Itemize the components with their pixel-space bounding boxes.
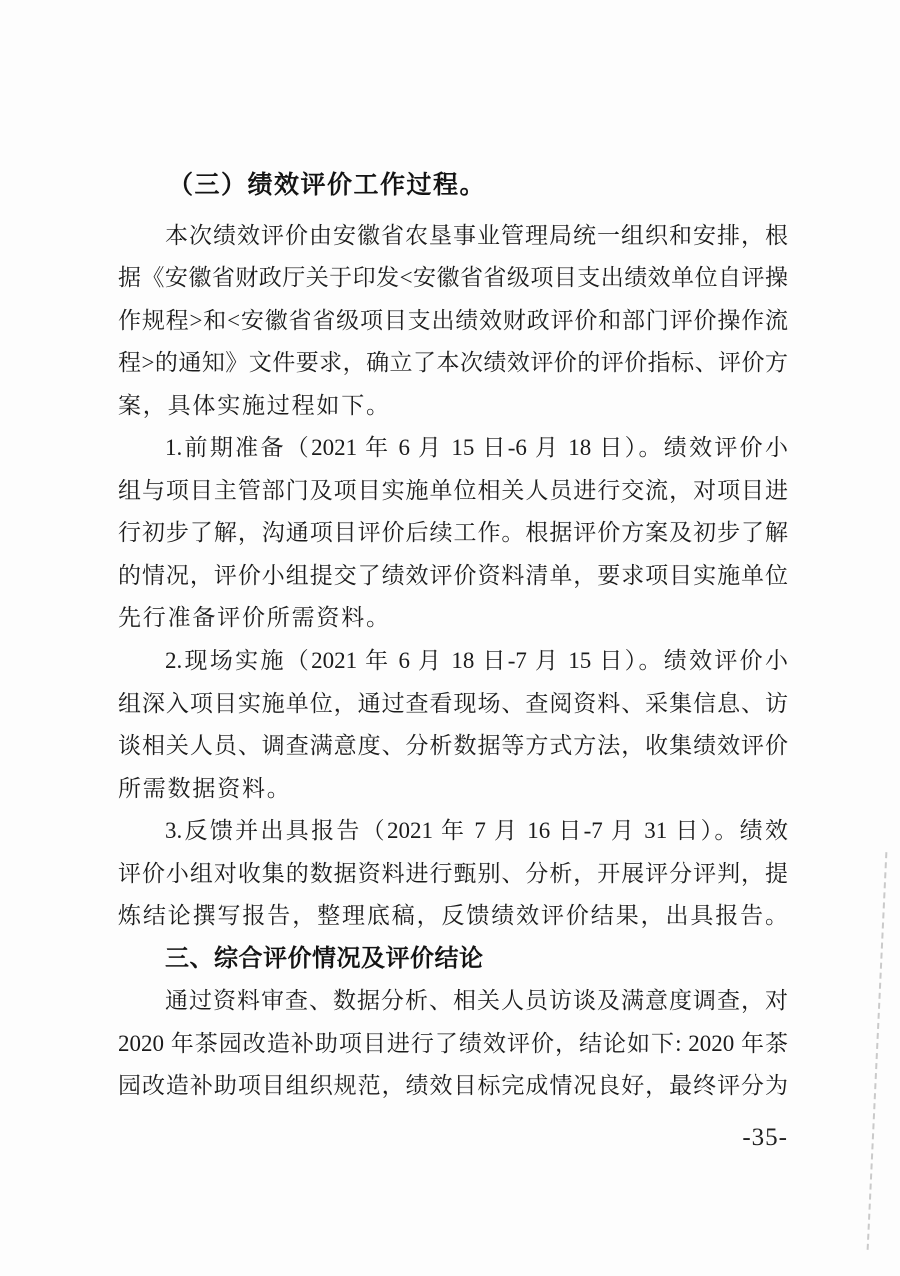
scan-artifact-line [867, 852, 888, 1250]
text-line: 程>的通知》文件要求，确立了本次绩效评价的评价指标、评价方 [118, 350, 788, 376]
text-line: 先行准备评价所需资料。 [118, 605, 391, 631]
text-line: 的情况，评价小组提交了绩效评价资料清单，要求项目实施单位 [118, 562, 788, 588]
text-line: 案，具体实施过程如下。 [118, 392, 391, 418]
text-line: 本次绩效评价由安徽省农垦事业管理局统一组织和安排，根 [165, 222, 788, 248]
text-line: 组深入项目实施单位，通过查看现场、查阅资料、采集信息、访 [118, 690, 788, 716]
section3-heading: 三、综合评价情况及评价结论 [165, 944, 484, 972]
text-line: 2020 年茶园改造补助项目进行了绩效评价，结论如下: 2020 年茶 [118, 1030, 788, 1056]
text-line: 2.现场实施（2021 年 6 月 18 日-7 月 15 日）。绩效评价小 [165, 648, 788, 674]
text-line: 谈相关人员、调查满意度、分析数据等方式方法，收集绩效评价 [118, 733, 788, 759]
text-line: 作规程>和<安徽省省级项目支出绩效财政评价和部门评价操作流 [118, 307, 788, 333]
text-line: 评价小组对收集的数据资料进行甄别、分析，开展评分评判，提 [118, 860, 788, 886]
text-line: 据《安徽省财政厅关于印发<安徽省省级项目支出绩效单位自评操 [118, 265, 788, 291]
text-line: 1.前期准备（2021 年 6 月 15 日-6 月 18 日）。绩效评价小 [165, 435, 788, 461]
text-line: 炼结论撰写报告，整理底稿，反馈绩效评价结果，出具报告。 [118, 903, 788, 929]
text-line: 通过资料审查、数据分析、相关人员访谈及满意度调查，对 [165, 988, 788, 1014]
text-line: 行初步了解，沟通项目评价后续工作。根据评价方案及初步了解 [118, 520, 788, 546]
text-line: 园改造补助项目组织规范，绩效目标完成情况良好，最终评分为 [118, 1073, 788, 1099]
section-heading: （三）绩效评价工作过程。 [168, 172, 487, 199]
text-line: 所需数据资料。 [118, 775, 292, 801]
text-line: 3.反馈并出具报告（2021 年 7 月 16 日-7 月 31 日）。绩效 [165, 818, 788, 844]
document-text-block [118, 165, 788, 1108]
page-number: -35- [742, 1124, 788, 1151]
text-line: 组与项目主管部门及项目实施单位相关人员进行交流，对项目进 [118, 477, 788, 503]
